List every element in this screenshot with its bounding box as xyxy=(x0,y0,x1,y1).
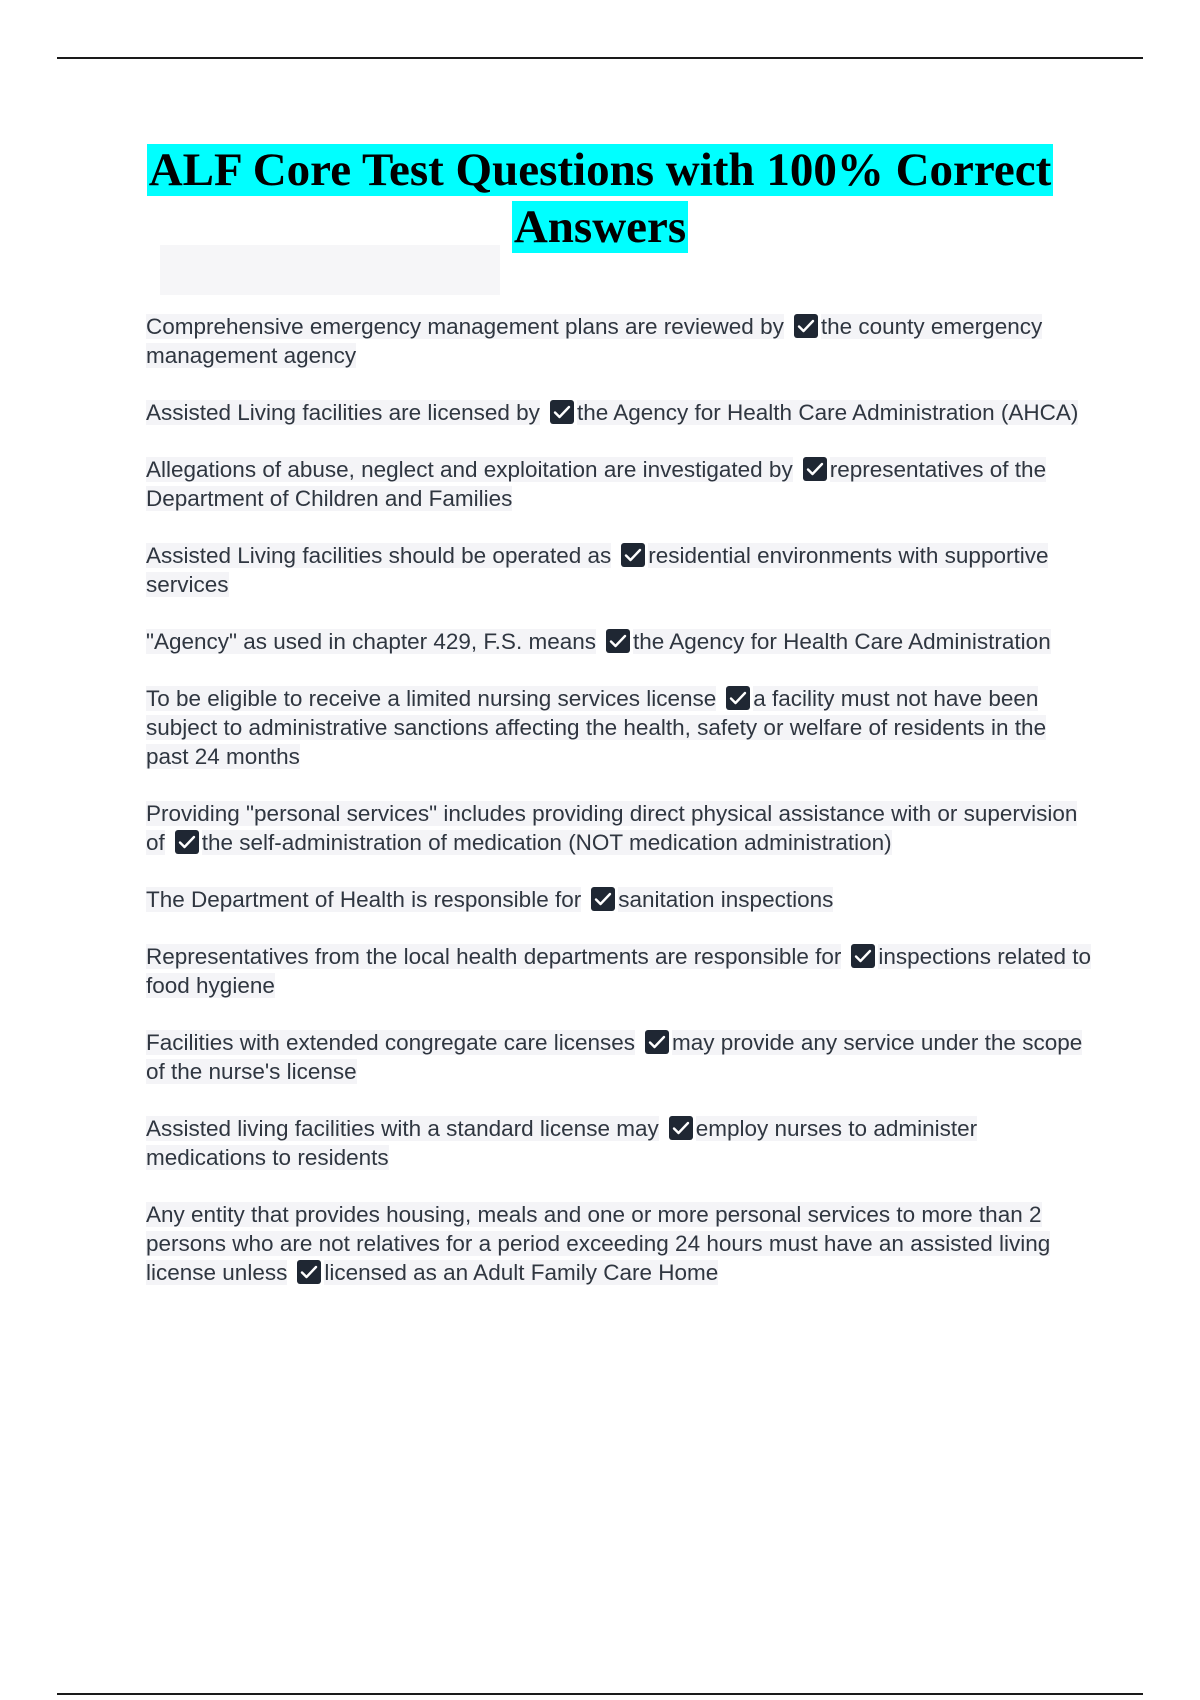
checkmark-box-icon xyxy=(803,457,827,481)
question-text: "Agency" as used in chapter 429, F.S. means xyxy=(146,629,596,654)
answer-text: employ nurses to administer medications to residents xyxy=(146,1116,978,1170)
question-text: The Department of Health is responsible for xyxy=(146,887,582,912)
question-text: To be eligible to receive a limited nursing services license xyxy=(146,686,717,711)
qa-item xyxy=(146,885,1092,914)
checkmark-box-icon xyxy=(175,830,199,854)
title-line-1: ALF Core Test Questions with 100% Correct xyxy=(148,144,1052,196)
answer-text: the Agency for Health Care Administration xyxy=(632,629,1051,654)
answer-text: the county emergency management agency xyxy=(146,314,1043,368)
title-line-2: Answers xyxy=(513,201,687,253)
question-text: Representatives from the local health departments are responsible for xyxy=(146,944,842,969)
question-text: Providing "personal services" includes providing direct physical assistance with or supervision of xyxy=(146,801,1078,855)
page-title xyxy=(130,142,1070,256)
question-text: Assisted living facilities with a standard license may xyxy=(146,1116,659,1141)
qa-item xyxy=(146,799,1092,857)
checkmark-box-icon xyxy=(297,1260,321,1284)
answer-text: the Agency for Health Care Administration (AHCA) xyxy=(576,400,1079,425)
qa-item xyxy=(146,541,1092,599)
qa-item xyxy=(146,455,1092,513)
answer-text: may provide any service under the scope of the nurse's license xyxy=(146,1030,1083,1084)
answer-text: sanitation inspections xyxy=(618,887,834,912)
question-text: Assisted Living facilities are licensed by xyxy=(146,400,540,425)
checkmark-box-icon xyxy=(550,400,574,424)
checkmark-box-icon xyxy=(851,944,875,968)
question-text: Allegations of abuse, neglect and exploitation are investigated by xyxy=(146,457,793,482)
qa-item xyxy=(146,312,1092,370)
qa-item xyxy=(146,627,1092,656)
question-text: Facilities with extended congregate care licenses xyxy=(146,1030,636,1055)
qa-item xyxy=(146,942,1092,1000)
bottom-rule xyxy=(57,1693,1143,1695)
qa-item xyxy=(146,398,1092,427)
checkmark-box-icon xyxy=(726,686,750,710)
question-text: Assisted Living facilities should be operated as xyxy=(146,543,612,568)
question-text: Any entity that provides housing, meals and one or more personal services to more than 2 persons who are not relatives for a period exceeding 24 hours must have an assisted living license unless xyxy=(146,1202,1051,1285)
qa-item xyxy=(146,1028,1092,1086)
checkmark-box-icon xyxy=(669,1116,693,1140)
checkmark-box-icon xyxy=(591,887,615,911)
answer-text: a facility must not have been subject to administrative sanctions affecting the health, safety or welfare of residents in the past 24 months xyxy=(146,686,1047,769)
checkmark-box-icon xyxy=(606,629,630,653)
answer-text: representatives of the Department of Children and Families xyxy=(146,457,1047,511)
top-rule xyxy=(57,57,1143,59)
qa-item xyxy=(146,684,1092,771)
checkmark-box-icon xyxy=(794,314,818,338)
qa-item xyxy=(146,1200,1092,1287)
qa-item xyxy=(146,1114,1092,1172)
question-answer-list xyxy=(146,312,1092,1315)
checkmark-box-icon xyxy=(621,543,645,567)
answer-text: the self-administration of medication (NOT medication administration) xyxy=(201,830,892,855)
question-text: Comprehensive emergency management plans are reviewed by xyxy=(146,314,784,339)
checkmark-box-icon xyxy=(645,1030,669,1054)
answer-text: licensed as an Adult Family Care Home xyxy=(324,1260,719,1285)
answer-text: residential environments with supportive services xyxy=(146,543,1049,597)
answer-text: inspections related to food hygiene xyxy=(146,944,1092,998)
